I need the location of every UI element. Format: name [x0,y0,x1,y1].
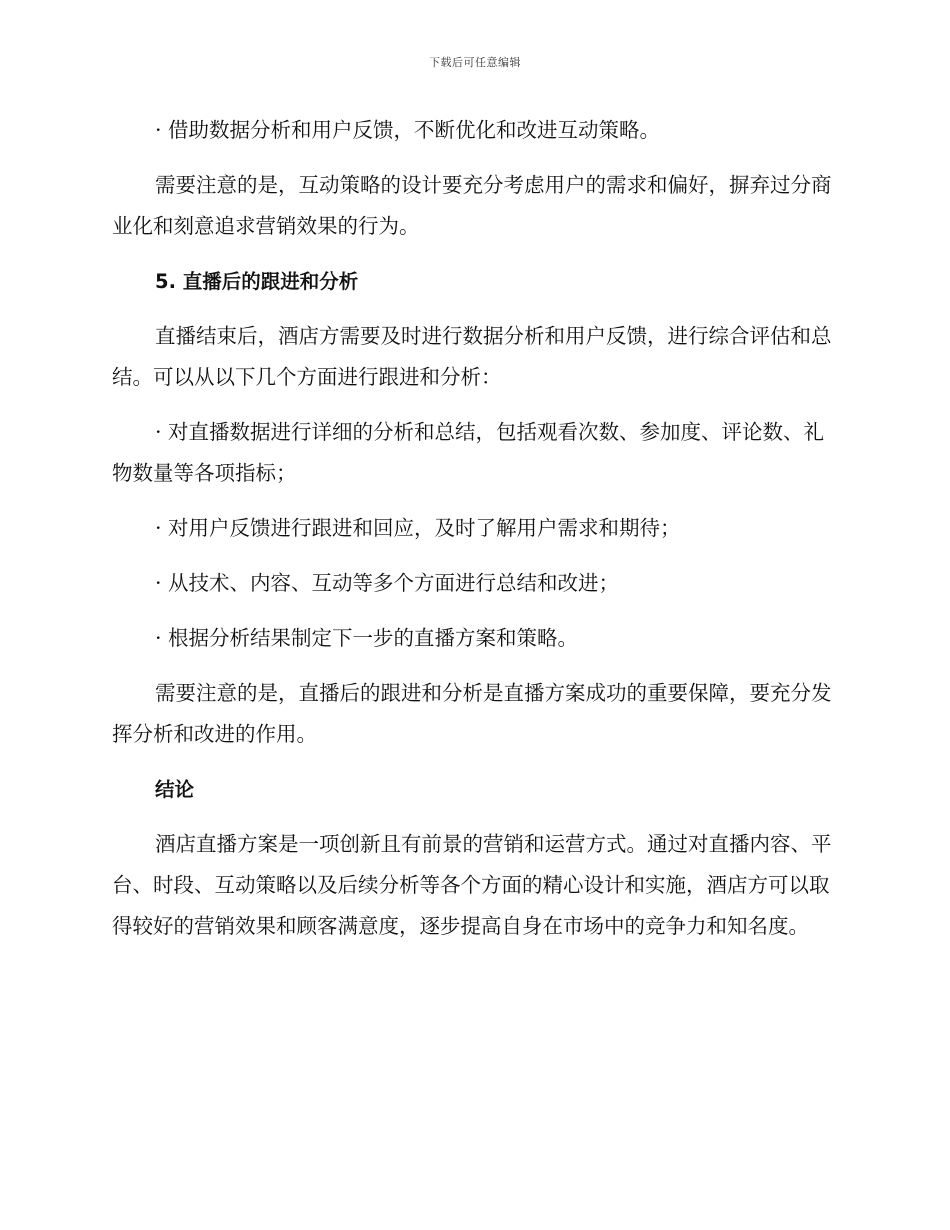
bullet-item: · 从技术、内容、互动等多个方面进行总结和改进； [155,571,620,595]
bullet-item: · 根据分析结果制定下一步的直播方案和策略。 [155,626,579,650]
paragraph: 需要注意的是，直播后的跟进和分析是直播方案成功的重要保障，要充分发挥分析和改进的作用。 [112,681,832,746]
section-heading: 5. 直播后的跟进和分析 [155,270,359,293]
bullet-item: · 对用户反馈进行跟进和回应，及时了解用户需求和期待； [155,516,681,540]
paragraph: 直播结束后，酒店方需要及时进行数据分析和用户反馈，进行综合评估和总结。可以从以下几个方面进行跟进和分析： [112,324,832,389]
paragraph: 需要注意的是，互动策略的设计要充分考虑用户的需求和偏好，摒弃过分商业化和刻意追求营销效果的行为。 [112,173,832,238]
paragraph: 酒店直播方案是一项创新且有前景的营销和运营方式。通过对直播内容、平台、时段、互动策略以及后续分析等各个方面的精心设计和实施，酒店方可以取得较好的营销效果和顾客满意度，逐步提高自身在市场中的竞争力和知名度。 [112,832,832,938]
page-header: 下载后可任意编辑 [429,56,521,69]
bullet-item: · 对直播数据进行详细的分析和总结，包括观看次数、参加度、评论数、礼物数量等各项指标； [112,420,825,485]
section-heading: 结论 [155,778,195,801]
document-body [112,110,832,961]
bullet-item: · 借助数据分析和用户反馈，不断优化和改进互动策略。 [155,118,661,142]
